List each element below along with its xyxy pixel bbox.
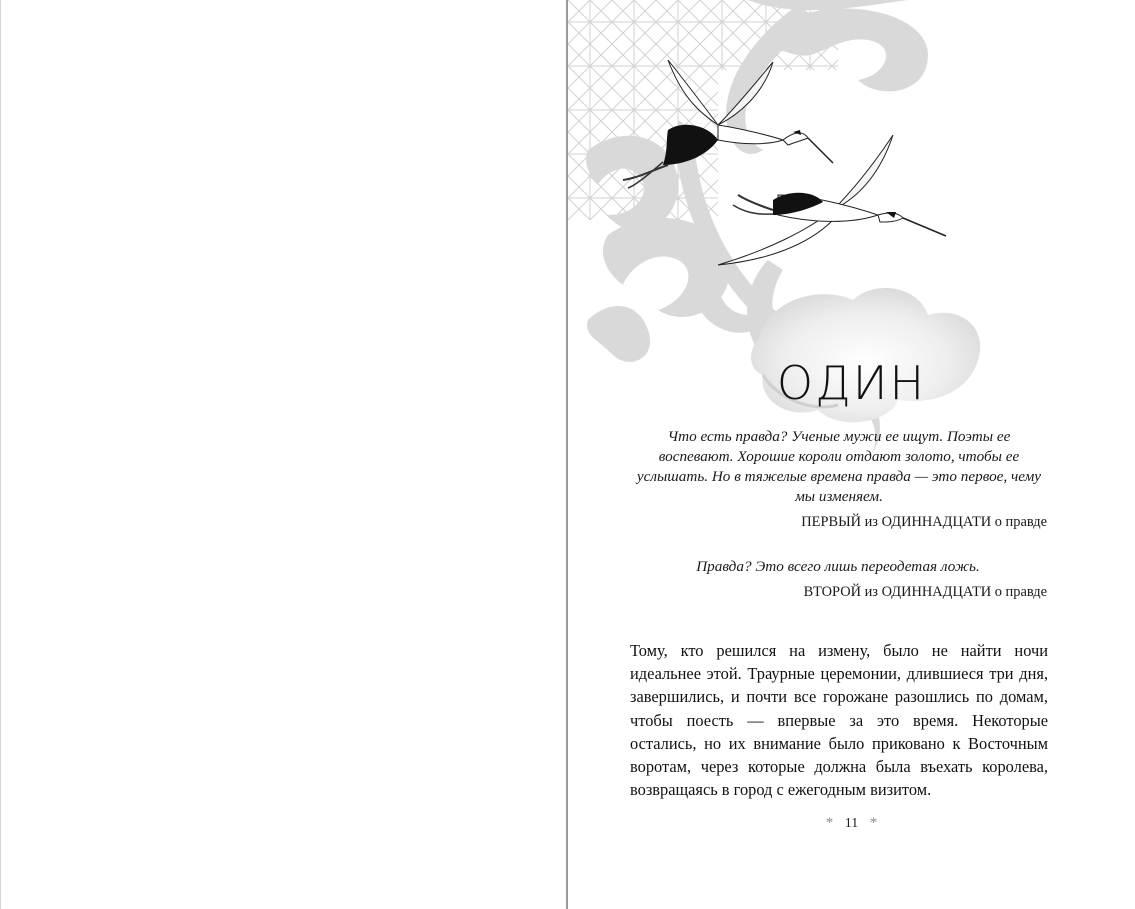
body-paragraph: Тому, кто решился на измену, было не найти ночи идеальнее этой. Траурные церемонии, длившиеся три дня, завершились, и почти все горожане разошлись по домам, чтобы поесть — впервые за это время. Некоторые остались, но их внимание было приковано к Восточным воротам, через которые должна была въехать королева, возвращаясь в город с ежегодным визитом. xyxy=(630,641,1048,800)
epigraph-quote-2: Правда? Это всего лишь переодетая ложь. xyxy=(696,558,980,575)
page-number: 11 xyxy=(844,816,859,831)
epigraph-attribution-1: ПЕРВЫЙ из ОДИННАДЦАТИ о правде xyxy=(801,514,1047,530)
right-page xyxy=(568,0,1135,909)
epigraph-quote-1: Что есть правда? Ученые мужи ее ищут. Поэты ее воспевают. Хорошие короли отдают золото, чтобы ее услышать. Но в тяжелые времена правда — это первое, чему мы изменяем. xyxy=(636,428,1042,505)
left-page-blank xyxy=(0,0,567,909)
epigraph-attribution-2: ВТОРОЙ из ОДИННАДЦАТИ о правде xyxy=(803,584,1047,600)
chapter-title: ОДИН xyxy=(776,356,927,410)
folio-star-left-icon: * xyxy=(825,815,834,831)
folio-star-right-icon: * xyxy=(869,815,878,831)
page-folio xyxy=(568,815,1135,832)
